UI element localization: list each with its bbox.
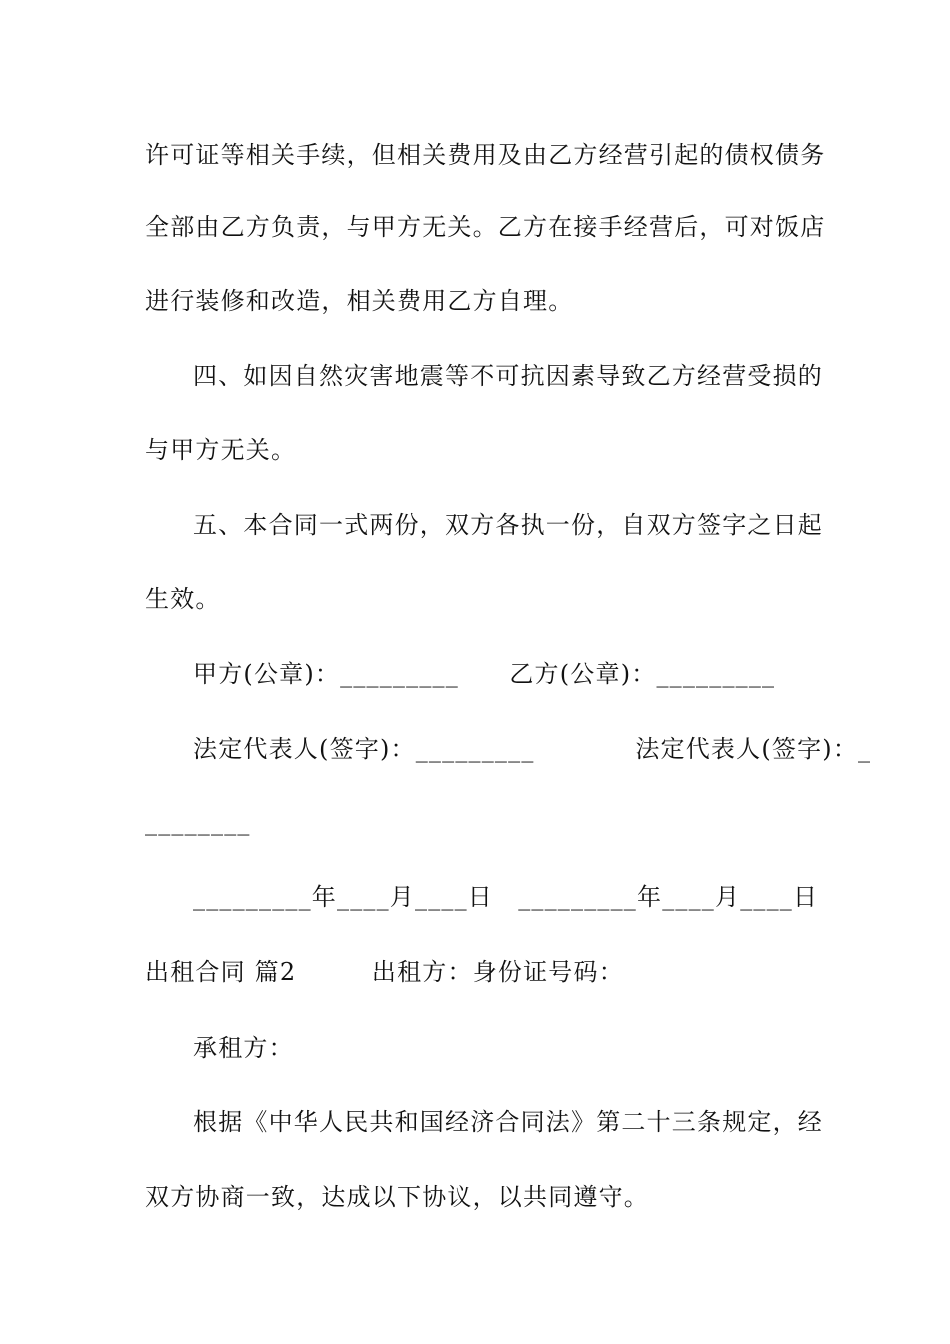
clause-five-line: 五、本合同一式两份，双方各执一份，自双方签字之日起 <box>193 511 823 539</box>
clause-four-line: 与甲方无关。 <box>145 436 297 464</box>
paragraph-line: 全部由乙方负责，与甲方无关。乙方在接手经营后，可对饭店 <box>145 213 826 241</box>
date-line: _________年____月____日 _________年____月____日 <box>193 883 819 911</box>
paragraph-line: 双方协商一致，达成以下协议，以共同遵守。 <box>145 1183 649 1211</box>
clause-five-line: 生效。 <box>145 585 221 613</box>
section-title: 出租合同 篇2 出租方：身份证号码： <box>145 958 624 986</box>
lessee-line: 承租方： <box>193 1034 294 1062</box>
paragraph-line: 根据《中华人民共和国经济合同法》第二十三条规定，经 <box>193 1108 823 1136</box>
paragraph-line: 许可证等相关手续，但相关费用及由乙方经营引起的债权债务 <box>145 141 826 169</box>
signature-line: 法定代表人(签字)：_________ 法定代表人(签字)：_ <box>193 735 872 763</box>
seal-line: 甲方(公章)：_________ 乙方(公章)：_________ <box>193 660 776 688</box>
signature-line: ________ <box>145 808 251 836</box>
paragraph-line: 进行装修和改造，相关费用乙方自理。 <box>145 287 574 315</box>
clause-four-line: 四、如因自然灾害地震等不可抗因素导致乙方经营受损的 <box>193 362 823 390</box>
